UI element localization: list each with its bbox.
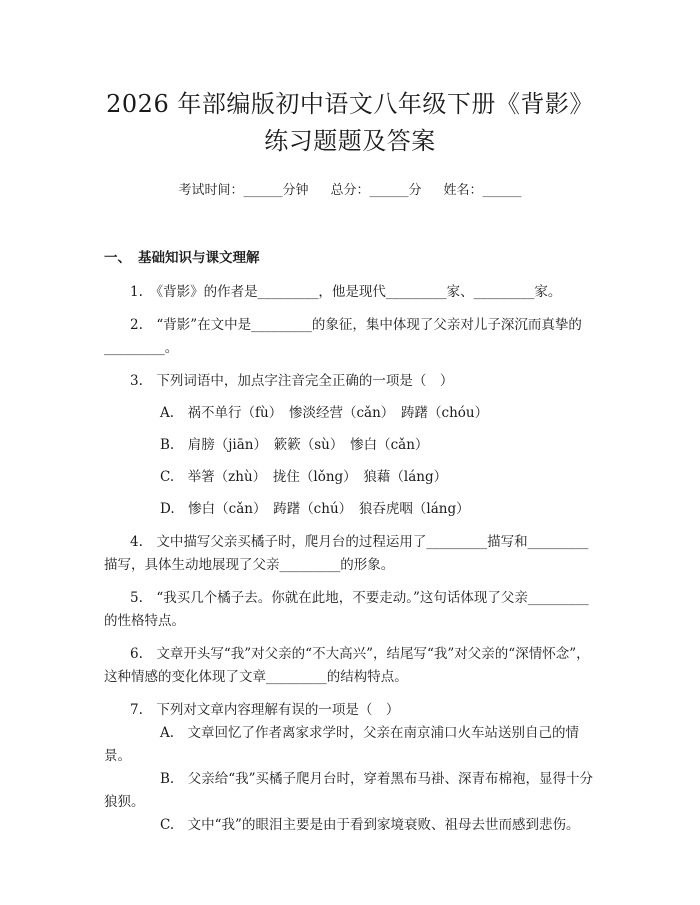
question-3-option-c: C. 举箸（zhù） 拢住（lǒng） 狼藉（láng） xyxy=(160,469,448,485)
title-line-2: 练习题题及答案 xyxy=(264,127,436,155)
student-name: 姓名：______ xyxy=(443,183,522,198)
section-number: 一、 xyxy=(104,250,131,266)
question-3-option-b: B. 肩膀（jiān） 簌簌（sù） 惨白（cǎn） xyxy=(160,437,429,453)
question-6: 6. 文章开头写“我”对父亲的“不大高兴”，结尾写“我”对父亲的“深情怀念”，这种情感的变化体现了文章_________的结构特点。 xyxy=(104,646,590,685)
exam-meta xyxy=(104,179,596,198)
question-7-option-c: C. 文中“我”的眼泪主要是由于看到家境衰败、祖母去世而感到悲伤。 xyxy=(160,817,580,833)
question-5: 5. “我买几个橘子去。你就在此地，不要走动。”这句话体现了父亲_________的性格特点。 xyxy=(104,590,589,629)
question-3-option-d: D. 惨白（cǎn） 踌躇（chú） 狼吞虎咽（láng） xyxy=(160,501,470,517)
question-1: 1. 《背影》的作者是_________，他是现代_________家、_________家。 xyxy=(130,284,562,300)
question-2: 2. “背影”在文中是_________的象征，集中体现了父亲对儿子深沉而真挚的_________。 xyxy=(104,317,582,356)
exam-time: 考试时间：______分钟 xyxy=(178,183,309,198)
question-3-option-a: A. 祸不单行（fù） 惨淡经营（cǎn） 踌躇（chóu） xyxy=(160,405,489,421)
total-score: 总分：______分 xyxy=(330,183,422,198)
document-title xyxy=(104,86,596,160)
question-7-stem: 7. 下列对文章内容理解有误的一项是（ ） xyxy=(130,702,400,718)
section-title: 基础知识与课文理解 xyxy=(138,250,260,266)
section-heading xyxy=(104,246,596,266)
title-line-1: 2026 年部编版初中语文八年级下册《背影》 xyxy=(106,90,594,118)
question-7-option-a: A. 文章回忆了作者离家求学时，父亲在南京浦口火车站送别自己的情景。 xyxy=(104,725,580,764)
question-3-stem: 3. 下列词语中，加点字注音完全正确的一项是（ ） xyxy=(130,373,454,389)
question-4: 4. 文中描写父亲买橘子时，爬月台的过程运用了_________描写和_________描写，具体生动地展现了父亲_________的形象。 xyxy=(104,534,589,573)
question-7-option-b: B. 父亲给“我”买橘子爬月台时，穿着黑布马褂、深青布棉袍，显得十分狼狈。 xyxy=(104,771,594,810)
